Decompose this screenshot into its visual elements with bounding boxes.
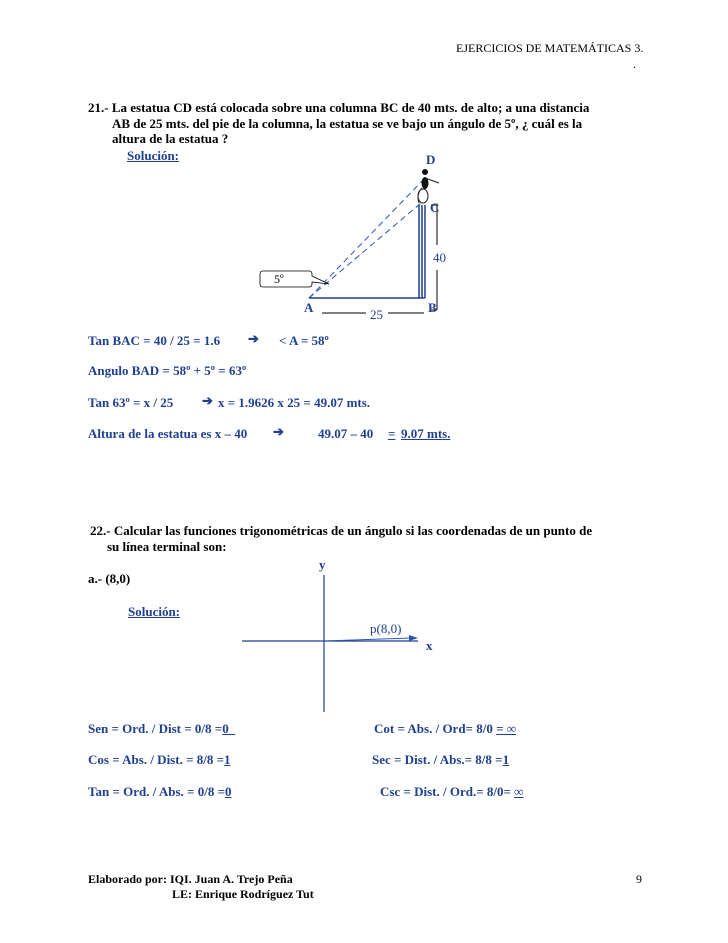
step4-right-a: 49.07 – 40 (318, 426, 374, 441)
csc-value: ∞ (514, 784, 524, 799)
sight-line-to-D (309, 178, 425, 298)
tan-label: Tan = Ord. / Abs. = 0/8 = (88, 784, 225, 799)
step4-result: 9.07 mts. (401, 426, 451, 441)
angle-callout-box (260, 271, 329, 287)
label-A: A (304, 300, 314, 315)
label-40: 40 (433, 250, 446, 265)
axis-x-label: x (426, 638, 433, 653)
problem21-line3: altura de la estatua ? (112, 131, 229, 146)
statue-figure (418, 169, 439, 203)
sec-value: 1 (502, 752, 510, 767)
step1-arrow-icon: ➔ (248, 331, 259, 346)
cos-label: Cos = Abs. / Dist. = 8/8 = (88, 752, 224, 767)
sec-row (372, 752, 509, 768)
step4-right-eq: = (388, 426, 396, 441)
step1-left: Tan BAC = 40 / 25 = 1.6 (88, 333, 221, 348)
problem22-line2: su línea terminal son: (107, 538, 227, 554)
step3-arrow-icon: ➔ (202, 393, 213, 408)
cot-value: = ∞ (496, 721, 517, 736)
label-D: D (426, 152, 436, 167)
point-label: p(8,0) (370, 621, 402, 636)
page-header-title: EJERCICIOS DE MATEMÁTICAS 3. (456, 41, 644, 55)
problem22-statement (90, 523, 650, 554)
problem21-solution-label: Solución: (127, 148, 180, 163)
sen-value: 0 (222, 721, 229, 736)
problem22-solution-label: Solución: (128, 604, 181, 619)
page-header-dot: . (633, 57, 636, 71)
csc-label: Csc = Dist. / Ord.= 8/0= (380, 784, 511, 799)
cos-value: 1 (224, 752, 231, 767)
sen-row (88, 721, 235, 737)
step2: Angulo BAD = 58º + 5º = 63º (88, 363, 247, 378)
sec-label: Sec = Dist. / Abs.= 8/8 = (372, 752, 503, 767)
step1-right: < A = 58º (279, 333, 329, 348)
footer-coauthor: LE: Enrique Rodríguez Tut (172, 887, 314, 901)
step4-arrow-icon: ➔ (273, 424, 284, 439)
label-angle-5: 5º (274, 272, 284, 286)
cos-row (88, 752, 231, 768)
label-25: 25 (370, 307, 383, 322)
page-number: 9 (636, 872, 642, 886)
tan-value: 0 (224, 784, 232, 799)
label-B: B (428, 300, 437, 315)
cot-label: Cot = Abs. / Ord= 8/0 (374, 721, 493, 736)
csc-row (380, 784, 523, 800)
terminal-ray-arrow-icon (409, 635, 418, 641)
tan-row (88, 784, 231, 800)
step4-left: Altura de la estatua es x – 40 (88, 426, 248, 441)
cot-row (374, 721, 516, 737)
problem21-line2: AB de 25 mts. del pie de la columna, la estatua se ve bajo un ángulo de 5º, ¿ cuál es la (112, 115, 583, 131)
label-C: C (430, 200, 440, 215)
step3-left: Tan 63º = x / 25 (88, 395, 174, 410)
step3-right: x = 1.9626 x 25 = 49.07 mts. (218, 395, 371, 410)
problem21-line1: 21.- La estatua CD está colocada sobre una columna BC de 40 mts. de alto; a una distancia (88, 100, 590, 115)
sen-label: Sen = Ord. / Dist = 0/8 = (88, 721, 223, 736)
axis-y-label: y (319, 557, 326, 572)
footer-author: Elaborado por: IQI. Juan A. Trejo Peña (88, 872, 293, 886)
part-a-label: a.- (8,0) (88, 571, 131, 586)
problem22-line1: 22.- Calcular las funciones trigonométricas de un ángulo si las coordenadas de un punto de (90, 523, 593, 538)
